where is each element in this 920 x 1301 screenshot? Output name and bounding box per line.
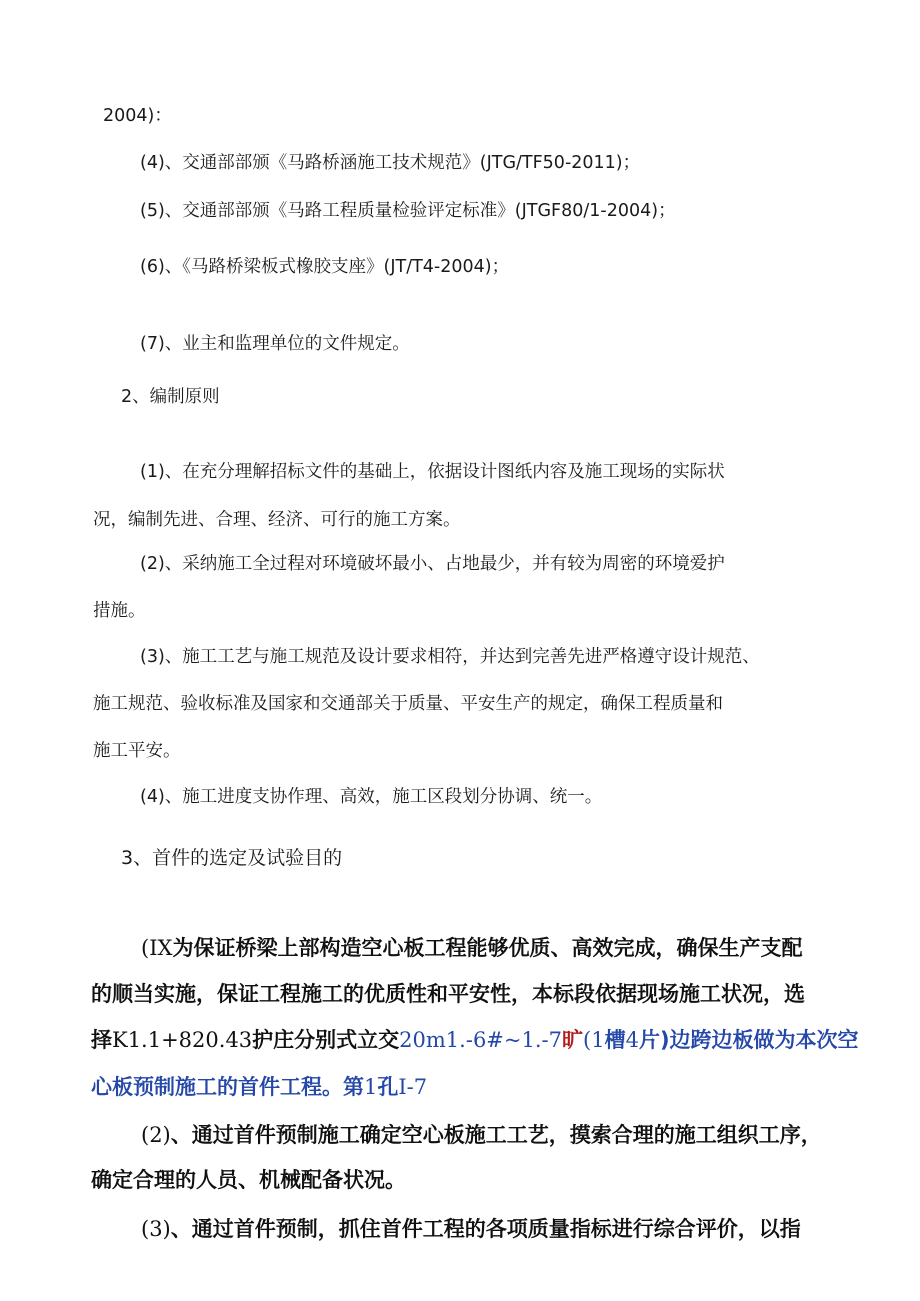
text-line: 措施。 [93,601,146,621]
text-fragment: 片 [638,1028,660,1052]
text-line: 况，编制先进、合理、经济、可行的施工方案。 [93,510,461,530]
text-line: (7)、业主和监理单位的文件规定。 [140,334,410,354]
text-fragment: 4 [625,1028,639,1052]
text-line [91,1025,859,1055]
text-line: 施工平安。 [93,741,181,761]
text-fragment: 心板预制施工的首件工程。第 [91,1075,364,1099]
text-fragment: (1 [583,1028,605,1052]
text-fragment: ~1.-7 [503,1028,562,1052]
text-fragment: 1 [364,1075,378,1099]
text-fragment: K1.1+820.43 [112,1028,253,1052]
text-line [141,1120,822,1150]
text-fragment: 择 [91,1028,112,1052]
text-line: (4)、交通部部颁《马路桥涵施工技术规范》(JTG/TF50-2011)； [140,153,641,173]
section-heading: 2、编制原则 [121,387,220,407]
text-line: (4)、施工进度支协作理、高效，施工区段划分协调、统一。 [140,787,603,807]
text-line [141,1214,801,1244]
text-line: 施工规范、验收标准及国家和交通部关于质量、平安生产的规定，确保工程质量和 [93,694,723,714]
text-line: (1)、在充分理解招标文件的基础上，依据设计图纸内容及施工现场的实际状 [140,462,725,482]
text-line: 的顺当实施，保证工程施工的优质性和平安性，本标段依据现场施工状况，选 [91,982,805,1006]
text-fragment: 护庄分别式立交 [252,1028,400,1052]
section-heading: 3、首件的选定及试验目的 [121,847,343,869]
text-fragment: 20m1.-6# [399,1028,504,1052]
text-fragment: 为保证桥梁上部构造空心板工程能够优质、高效完成，确保生产支配 [172,936,803,960]
text-fragment: 、通过首件预制，抓住首件工程的各项质量指标进行综合评价，以指 [170,1217,801,1241]
text-line: (6)、《马路桥梁板式橡胶支座》(JT/T4-2004)； [140,257,510,277]
text-fragment: (3) [141,1217,171,1241]
text-line: 2004)： [103,106,172,126]
text-line: (3)、施工工艺与施工规范及设计要求相符，并达到完善先进严格遵守设计规范、 [140,647,760,667]
text-fragment: (2) [141,1123,171,1147]
text-line: (5)、交通部部颁《马路工程质量检验评定标准》(JTGF80/1-2004)； [140,201,676,221]
text-line [91,1072,427,1102]
text-line: (2)、采纳施工全过程对环境破坏最小、占地最少，并有较为周密的环境爱护 [140,554,725,574]
text-fragment: 孔 [377,1075,399,1099]
text-fragment: 槽 [604,1028,626,1052]
text-fragment: 、通过首件预制施工确定空心板施工工艺，摸索合理的施工组织工序， [170,1123,822,1147]
text-fragment: I-7 [398,1075,428,1099]
text-fragment: )边跨边板做为本次空 [659,1028,859,1052]
text-line: 确定合理的人员、机械配备状况。 [91,1168,406,1192]
text-line [141,933,802,963]
text-fragment: 旷 [562,1028,583,1052]
text-fragment: (IX [141,936,173,960]
